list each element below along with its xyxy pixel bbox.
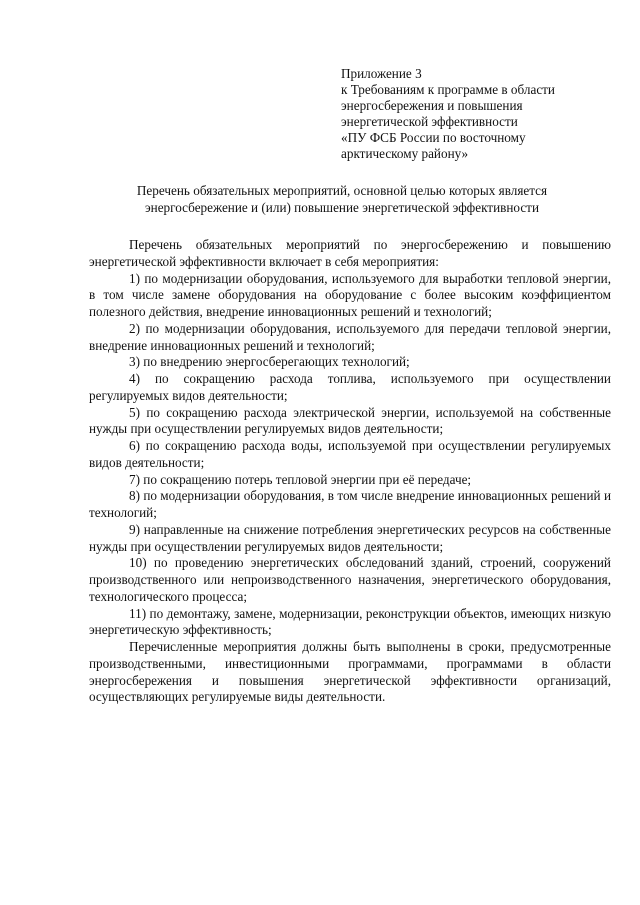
list-item: 2) по модернизации оборудования, используемого для передачи тепловой энергии, внедрение инновационных решений и технологий; xyxy=(89,320,611,353)
list-item: 11) по демонтажу, замене, модернизации, реконструкции объектов, имеющих низкую энергетическую эффективность; xyxy=(89,605,611,638)
title-line-2: энергосбережение и (или) повышение энергетической эффективности xyxy=(144,200,540,215)
list-item: 4) по сокращению расхода топлива, используемого при осуществлении регулируемых видов деятельности; xyxy=(89,371,611,403)
appendix-line: энергетической эффективности xyxy=(341,114,518,129)
appendix-line: Приложение 3 xyxy=(341,66,422,81)
list-item: 10) по проведению энергетических обследований зданий, строений, сооружений производственного или непроизводственного назначения, энергетического оборудования, технологического процесса; xyxy=(89,555,611,604)
intro-paragraph: Перечень обязательных мероприятий по энергосбережению и повышению энергетической эффективности включает в себя мероприятия: xyxy=(89,237,611,269)
appendix-header xyxy=(341,66,611,162)
list-item: 5) по сокращению расхода электрической энергии, используемой на собственные нужды при осуществлении регулируемых видов деятельности; xyxy=(89,404,611,437)
list-item: 6) по сокращению расхода воды, используемой при осуществлении регулируемых видов деятельности; xyxy=(89,438,611,470)
list-item: 9) направленные на снижение потребления энергетических ресурсов на собственные нужды при осуществлении регулируемых видов деятельности; xyxy=(89,521,611,554)
appendix-line: «ПУ ФСБ России по восточному xyxy=(341,130,526,145)
list-item: 8) по модернизации оборудования, в том числе внедрение инновационных решений и технологий; xyxy=(89,488,611,520)
list-item: 1) по модернизации оборудования, используемого для выработки тепловой энергии, в том числе замене оборудования на оборудование с более высоким коэффициентом полезного действия, внедрение инновационных решений и технологий; xyxy=(89,270,611,319)
appendix-line: к Требованиям к программе в области xyxy=(341,82,555,97)
document-title xyxy=(92,182,592,216)
title-line-1: Перечень обязательных мероприятий, основной целью которых является xyxy=(136,183,548,198)
document-body xyxy=(89,237,611,706)
appendix-line: арктическому району» xyxy=(341,146,469,161)
list-item: 3) по внедрению энергосберегающих технологий; xyxy=(129,354,410,370)
list-item: 7) по сокращению потерь тепловой энергии при её передаче; xyxy=(129,471,472,487)
conclusion-paragraph: Перечисленные мероприятия должны быть выполнены в сроки, предусмотренные производственными, инвестиционными программами, программами в области энергосбережения и повышения энергетической эффективности организаций, осуществляющих регулируемые виды деятельности. xyxy=(89,639,611,705)
appendix-line: энергосбережения и повышения xyxy=(341,98,523,113)
